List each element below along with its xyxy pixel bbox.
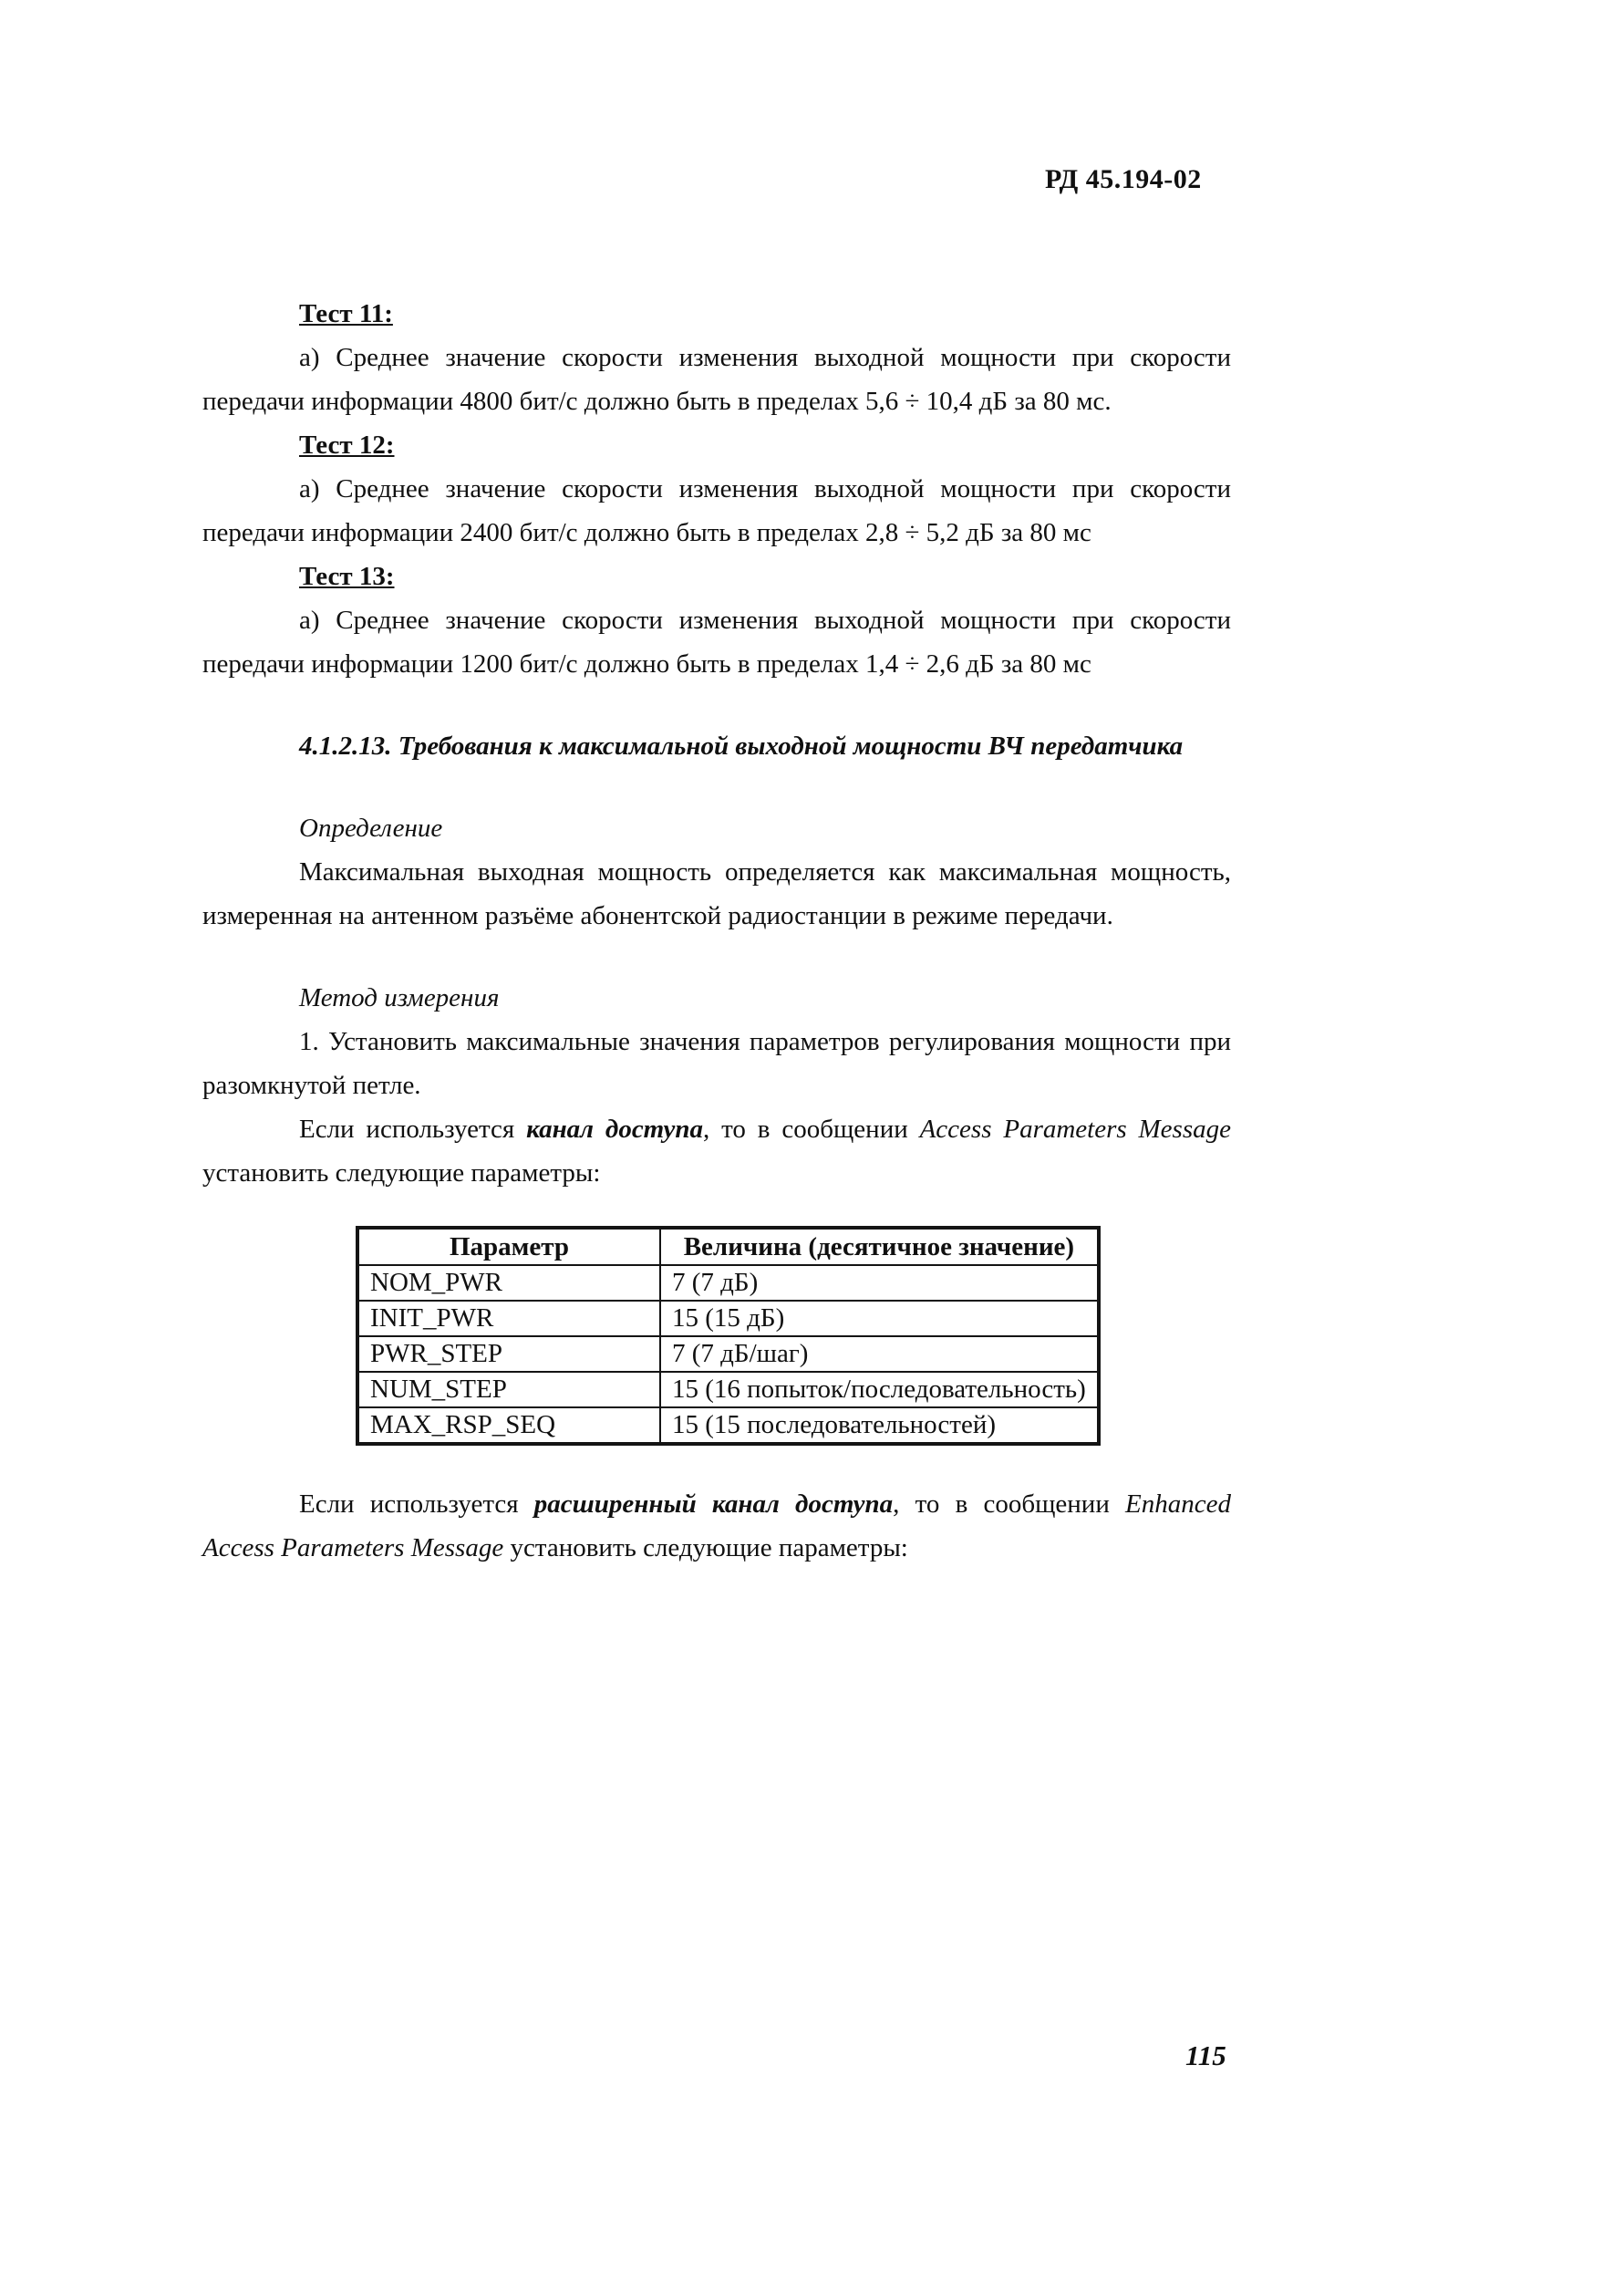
test-11-body: а) Среднее значение скорости изменения выходной мощности при скорости передачи информации 4800 бит/с должно быть в пределах 5,6 ÷ 10,4 дБ за 80 мс. — [202, 343, 1231, 416]
access-para-segment: , то в сообщении — [703, 1115, 920, 1144]
page-number: 115 — [1185, 2039, 1226, 2071]
method-step-1: 1. Установить максимальные значения параметров регулирования мощности при разомкнутой петле. — [202, 1027, 1231, 1100]
test-12-body: а) Среднее значение скорости изменения выходной мощности при скорости передачи информации 2400 бит/с должно быть в пределах 2,8 ÷ 5,2 дБ за 80 мс — [202, 474, 1231, 547]
enhanced-para-segment: установить следующие параметры: — [503, 1533, 908, 1562]
table-cell-param: PWR_STEP — [357, 1336, 660, 1372]
test-13-label: Тест 13: — [299, 562, 395, 591]
table-row — [357, 1265, 1099, 1301]
table-cell-value: 7 (7 дБ) — [660, 1265, 1099, 1301]
table-row — [357, 1336, 1099, 1372]
access-channel-paragraph — [202, 1107, 1231, 1195]
definition-text: Максимальная выходная мощность определяется как максимальная мощность, измеренная на антенном разъёме абонентской радиостанции в режиме передачи. — [202, 857, 1231, 930]
access-message-name: Access Parameters Message — [919, 1115, 1231, 1144]
enhanced-access-paragraph — [202, 1482, 1231, 1570]
table-header-value: Величина (десятичное значение) — [660, 1228, 1099, 1265]
access-channel-term: канал доступа — [526, 1115, 704, 1144]
enhanced-para-segment: , то в сообщении — [893, 1489, 1126, 1519]
table-row — [357, 1301, 1099, 1336]
table-cell-value: 15 (16 попыток/последовательность) — [660, 1372, 1099, 1407]
parameters-table — [356, 1226, 1101, 1446]
test-13-heading — [202, 555, 1231, 598]
doc-number: РД 45.194-02 — [1045, 164, 1202, 194]
table-row — [357, 1407, 1099, 1444]
test-11-label: Тест 11: — [299, 299, 393, 328]
enhanced-para-segment: Если используется — [299, 1489, 534, 1519]
method-label: Метод измерения — [299, 983, 500, 1012]
test-12-heading — [202, 423, 1231, 467]
table-cell-param: MAX_RSP_SEQ — [357, 1407, 660, 1444]
table-cell-param: NUM_STEP — [357, 1372, 660, 1407]
definition-label: Определение — [299, 814, 443, 843]
access-para-segment: Если используется — [299, 1115, 527, 1144]
table-row — [357, 1372, 1099, 1407]
table-cell-value: 15 (15 дБ) — [660, 1301, 1099, 1336]
test-11-heading — [202, 292, 1231, 336]
test-13-body: а) Среднее значение скорости изменения выходной мощности при скорости передачи информации 1200 бит/с должно быть в пределах 1,4 ÷ 2,6 дБ за 80 мс — [202, 606, 1231, 679]
enhanced-access-channel-term: расширенный канал доступа — [533, 1489, 894, 1519]
page-content — [202, 292, 1231, 1570]
table-cell-param: INIT_PWR — [357, 1301, 660, 1336]
table-header-row — [357, 1228, 1099, 1265]
access-para-segment: установить следующие параметры: — [202, 1158, 601, 1188]
table-cell-value: 15 (15 последовательностей) — [660, 1407, 1099, 1444]
table-cell-param: NOM_PWR — [357, 1265, 660, 1301]
enhanced-access-message-name: Enhanced Access Parameters Message — [202, 1489, 1231, 1562]
test-12-label: Тест 12: — [299, 431, 395, 460]
table-header-parameter: Параметр — [357, 1228, 660, 1265]
section-heading: 4.1.2.13. Требования к максимальной выходной мощности ВЧ передатчика — [299, 732, 1184, 761]
table-cell-value: 7 (7 дБ/шаг) — [660, 1336, 1099, 1372]
